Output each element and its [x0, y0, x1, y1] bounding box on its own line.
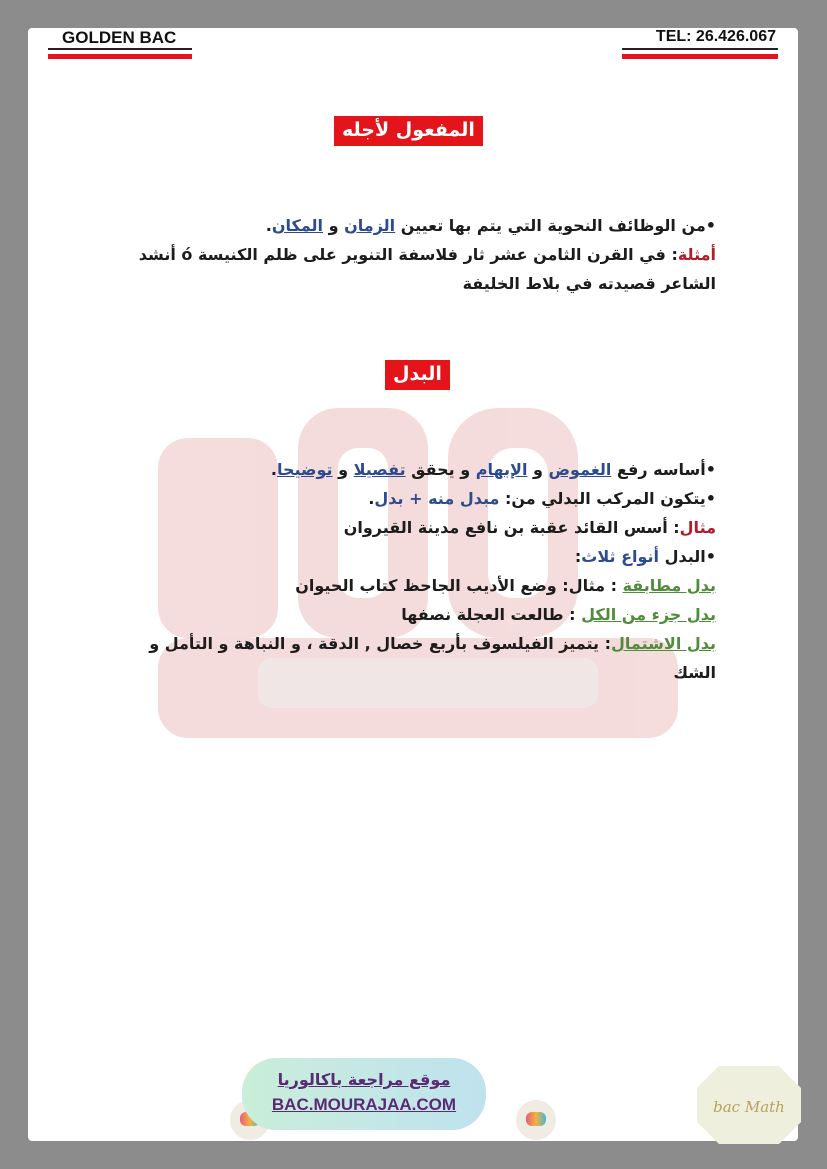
section2-line-1: •أساسه رفع الغموض و الإبهام و يحقق تفصيلا و توضيحا. — [270, 460, 716, 479]
header-underline-left — [48, 54, 192, 59]
footer-site-arabic[interactable]: موقع مراجعة باكالوريا — [277, 1070, 451, 1089]
site-logo-icon-right — [516, 1100, 556, 1140]
section1-line-1: •من الوظائف النحوية التي يتم بها تعيين الزمان و المكان. — [265, 216, 716, 235]
section-title-badal: البدل — [385, 360, 450, 390]
keyword-three-types: أنواع ثلاث — [581, 547, 660, 566]
bac-math-stamp — [697, 1066, 801, 1144]
type-label-identical: بدل مطابقة — [622, 576, 716, 595]
footer-site-link[interactable]: BAC.MOURAJAA.COM — [271, 1095, 457, 1114]
header-rule-right — [622, 48, 778, 50]
section1-line-3: الشاعر قصيدته في بلاط الخليفة — [462, 274, 716, 293]
section1-body — [139, 211, 716, 298]
section2-line-2: •يتكون المركب البدلي من: مبدل منه + بدل. — [368, 489, 716, 508]
section2-line-4: •البدل أنواع ثلاث: — [574, 547, 716, 566]
section1-line-2: أمثلة: في القرن الثامن عشر ثار فلاسفة التنوير على ظلم الكنيسة ó أنشد — [138, 245, 716, 264]
section2-line-7: بدل الاشتمال: يتميز الفيلسوف بأربع خصال , الدقة ، و النباهة و التأمل و — [149, 634, 716, 653]
example-label: مثال — [679, 518, 716, 537]
examples-label: أمثلة — [677, 245, 716, 264]
brand-name: GOLDEN BAC — [62, 28, 177, 47]
stamp-text: bac Math — [713, 1098, 785, 1116]
section2-line-8: الشك — [673, 663, 716, 682]
keyword-time: الزمان — [344, 216, 396, 235]
section2-line-6: بدل جزء من الكل : طالعت العجلة نصفها — [401, 605, 716, 624]
type-label-inclusion: بدل الاشتمال — [611, 634, 716, 653]
keyword-ambiguity: الغموض — [548, 460, 612, 479]
section2-body — [149, 455, 716, 687]
section2-line-3: مثال: أسس القائد عقبة بن نافع مدينة القيروان — [343, 518, 716, 537]
header-underline-right — [622, 54, 778, 59]
keyword-clarification: توضيحا — [276, 460, 333, 479]
keyword-structure: مبدل منه + بدل — [374, 489, 500, 508]
footer-site-banner[interactable] — [242, 1058, 486, 1130]
keyword-place: المكان — [271, 216, 324, 235]
phone-number: TEL: 26.426.067 — [655, 28, 776, 45]
document-page — [28, 28, 798, 1141]
section2-line-5: بدل مطابقة : مثال: وضع الأديب الجاحظ كتاب الحيوان — [295, 576, 716, 595]
header-rule-left — [48, 48, 192, 50]
section-title-mafool-liajlih: المفعول لأجله — [334, 116, 483, 146]
keyword-detail: تفصيلا — [353, 460, 406, 479]
type-label-part: بدل جزء من الكل — [581, 605, 716, 624]
keyword-vagueness: الإبهام — [475, 460, 528, 479]
